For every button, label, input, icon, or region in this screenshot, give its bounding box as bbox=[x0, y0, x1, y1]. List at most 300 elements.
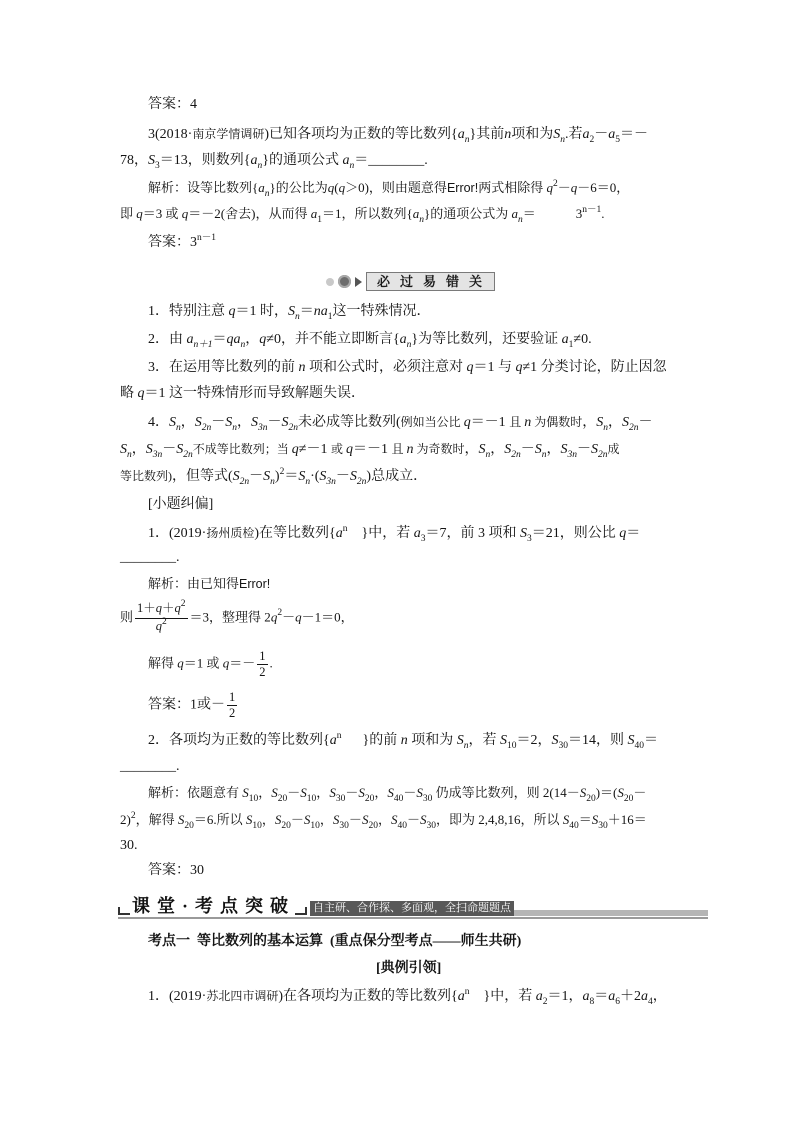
subscript: n bbox=[603, 423, 608, 433]
subscript: n bbox=[232, 423, 237, 433]
text-run: 30. bbox=[120, 838, 138, 853]
subscript: 40 bbox=[569, 821, 579, 831]
text-run: ， bbox=[652, 989, 667, 1004]
subscript: 30 bbox=[422, 794, 433, 804]
text-run: 1 bbox=[259, 649, 266, 663]
text-run: ， bbox=[607, 415, 622, 430]
text-run: ＝ bbox=[643, 733, 658, 748]
text-run: ≠1 分类讨论，防止因忽 bbox=[522, 360, 667, 375]
text-run: － bbox=[162, 442, 177, 457]
superscript: 2 bbox=[279, 467, 285, 477]
practice-q1-solution-line-3 bbox=[148, 649, 273, 680]
subscript: 3 bbox=[420, 534, 426, 544]
math-variable: S bbox=[303, 812, 311, 827]
text-run: 未必成等比数列( bbox=[298, 415, 401, 430]
practice-q2-answer-blank bbox=[120, 757, 180, 777]
text-run: 1＋ bbox=[137, 601, 156, 615]
subscript: 2 bbox=[589, 135, 595, 145]
text-run: ， bbox=[131, 442, 146, 457]
text-run: ＝ bbox=[284, 469, 299, 484]
subscript: 2n bbox=[356, 477, 367, 487]
text-run: －6＝0， bbox=[577, 180, 630, 195]
text-run: － bbox=[345, 785, 359, 800]
subscript: 40 bbox=[397, 821, 407, 831]
annotation-text: 苏北四市调研 bbox=[206, 989, 279, 1003]
superscript: 2 bbox=[162, 617, 167, 627]
text-run: 项和为 bbox=[407, 733, 457, 748]
text-run: ＝ bbox=[578, 812, 592, 827]
text-run: ________. bbox=[120, 550, 180, 565]
math-variable: S bbox=[361, 812, 369, 827]
problem-3-answer bbox=[148, 233, 216, 254]
math-variable: q bbox=[345, 442, 353, 457]
text-run: ________. bbox=[120, 759, 180, 774]
text-run: ＝1， bbox=[547, 989, 583, 1004]
subscript: 10 bbox=[506, 741, 517, 751]
math-variable: a bbox=[457, 127, 465, 142]
math-variable: S bbox=[519, 526, 527, 541]
subscript: n bbox=[127, 450, 132, 460]
superscript: n－1 bbox=[197, 233, 217, 243]
text-run: ＝－2(舍去)，从而得 bbox=[188, 206, 311, 221]
text-run: ＞0)，则由题意得 bbox=[345, 180, 447, 195]
text-run: }的通项公式 bbox=[262, 153, 343, 168]
fraction-numerator bbox=[227, 690, 237, 706]
text-run: － bbox=[638, 415, 653, 430]
text-run: 仍成等比数列，则 2(14－ bbox=[432, 785, 580, 800]
math-variable: S bbox=[225, 415, 233, 430]
text-run: ， bbox=[237, 415, 251, 430]
text-run: 2 bbox=[229, 706, 236, 720]
problem-3-solution-line-2 bbox=[120, 204, 604, 226]
annotation-text: 且 bbox=[509, 415, 525, 429]
subscript: n bbox=[560, 135, 565, 145]
annotation-text: 或 bbox=[330, 442, 346, 456]
text-run: － bbox=[335, 469, 350, 484]
math-variable: S bbox=[245, 812, 253, 827]
text-run: )在等比数列{ bbox=[254, 526, 336, 541]
text-run: － bbox=[211, 415, 226, 430]
text-run: － bbox=[267, 415, 282, 430]
text-run: ( bbox=[334, 180, 339, 195]
math-variable: q bbox=[619, 526, 627, 541]
fraction-denominator bbox=[227, 706, 237, 721]
subscript: 10 bbox=[306, 794, 317, 804]
text-run: ≠0. bbox=[573, 332, 592, 347]
practice-q1-answer-blank bbox=[120, 548, 180, 568]
subscript: 2n bbox=[511, 450, 521, 460]
math-variable: S bbox=[551, 733, 559, 748]
math-variable: q bbox=[466, 360, 474, 375]
subscript: 3n bbox=[258, 423, 268, 433]
math-variable: S bbox=[387, 785, 394, 800]
math-variable: S bbox=[478, 442, 486, 457]
math-variable: q bbox=[174, 601, 181, 615]
math-variable: q bbox=[259, 332, 267, 347]
math-variable: a bbox=[250, 153, 258, 168]
pitfall-item-4-line-3 bbox=[120, 466, 427, 488]
subscript: 20 bbox=[623, 794, 634, 804]
math-variable: S bbox=[169, 415, 176, 430]
math-variable: S bbox=[349, 469, 357, 484]
practice-q2-stem-line-1 bbox=[148, 731, 658, 752]
problem-3-stem-line-2 bbox=[120, 151, 428, 172]
subscript: 40 bbox=[393, 794, 404, 804]
math-variable: a bbox=[608, 989, 616, 1004]
math-variable: qa bbox=[226, 332, 241, 347]
problem-3-stem-line-1 bbox=[148, 124, 648, 146]
decorative-dot-light bbox=[326, 278, 334, 286]
annotation-text: 成 bbox=[607, 442, 620, 456]
math-variable: S bbox=[627, 733, 635, 748]
text-run: － bbox=[403, 785, 417, 800]
text-run: － bbox=[520, 442, 535, 457]
math-variable: q bbox=[155, 601, 163, 615]
math-variable: S bbox=[358, 785, 365, 800]
text-run: ＝ bbox=[522, 206, 536, 221]
pitfall-item-4-line-1 bbox=[148, 412, 652, 434]
subscript: 20 bbox=[277, 794, 288, 804]
text-run: － bbox=[594, 127, 609, 142]
text-run: }为等比数列，还要验证 bbox=[411, 332, 562, 347]
math-variable: S bbox=[145, 442, 153, 457]
text-run: － bbox=[633, 785, 647, 800]
topic-1-example-1-stem bbox=[148, 986, 667, 1008]
pitfall-item-3-line-2 bbox=[120, 384, 365, 404]
pitfall-item-2 bbox=[148, 330, 592, 351]
text-run: 4． bbox=[148, 415, 169, 430]
math-variable: a bbox=[413, 526, 421, 541]
text-run: .若 bbox=[564, 127, 583, 142]
subscript: n＋1 bbox=[193, 340, 213, 350]
math-variable: a bbox=[640, 989, 648, 1004]
math-variable: S bbox=[534, 442, 542, 457]
math-variable: S bbox=[120, 442, 127, 457]
text-run: ， bbox=[374, 785, 388, 800]
practice-title: [小题纠偏] bbox=[148, 497, 214, 512]
practice-q2-solution-line-1 bbox=[148, 783, 646, 805]
subscript: 20 bbox=[281, 821, 291, 831]
text-run: 1．(2019· bbox=[148, 526, 207, 541]
math-variable: q bbox=[181, 206, 189, 221]
text-run: ＝1 或 bbox=[183, 655, 223, 671]
subscript: 2n bbox=[239, 477, 250, 487]
subscript: 10 bbox=[310, 821, 320, 831]
text-run: 3．在运用等比数列的前 bbox=[148, 360, 299, 375]
math-variable: a bbox=[582, 127, 590, 142]
math-variable: q bbox=[515, 360, 523, 375]
text-run: － bbox=[287, 785, 301, 800]
subscript: 20 bbox=[364, 794, 375, 804]
text-run: ＝ bbox=[626, 526, 641, 541]
subscript: n bbox=[463, 741, 469, 751]
text-run: 即 bbox=[120, 206, 137, 221]
math-variable: q bbox=[338, 180, 346, 195]
text-run: ＝________. bbox=[354, 153, 428, 168]
previous-answer bbox=[148, 95, 197, 115]
text-run: ＝3 或 bbox=[142, 206, 182, 221]
math-variable: n bbox=[298, 360, 306, 375]
text-run: 解得 bbox=[148, 655, 178, 671]
math-variable: q bbox=[222, 655, 230, 671]
text-run: ，但等式( bbox=[172, 469, 233, 484]
annotation-text: 不成等比数列；当 bbox=[192, 442, 292, 456]
text-run: ＝2， bbox=[516, 733, 552, 748]
math-variable: S bbox=[242, 785, 249, 800]
subscript: 1 bbox=[327, 312, 333, 322]
math-variable: q bbox=[570, 180, 578, 195]
annotation-text: 且 bbox=[391, 442, 407, 456]
subscript: 3 bbox=[155, 161, 160, 171]
pitfall-item-1 bbox=[148, 302, 431, 323]
superscript: n bbox=[464, 987, 470, 997]
text-run: ， bbox=[377, 812, 391, 827]
text-run: ＋ bbox=[162, 601, 175, 615]
text-run: ＝－ bbox=[619, 127, 648, 142]
math-variable: a bbox=[511, 206, 518, 221]
text-run: }中，若 bbox=[469, 989, 536, 1004]
math-variable: q bbox=[136, 206, 143, 221]
error-placeholder: Error! bbox=[239, 577, 271, 591]
math-variable: q bbox=[291, 442, 299, 457]
math-variable: S bbox=[271, 785, 278, 800]
text-run: ＝21，则公比 bbox=[531, 526, 620, 541]
text-run: － bbox=[557, 180, 571, 195]
math-variable: S bbox=[499, 733, 507, 748]
math-variable: a bbox=[186, 332, 194, 347]
annotation-text: 为奇数时 bbox=[413, 442, 465, 456]
subscript: 2n bbox=[183, 450, 193, 460]
example-label: [典例引领] bbox=[376, 961, 442, 976]
subscript: 3n bbox=[326, 477, 336, 487]
practice-q1-solution-line-1 bbox=[148, 574, 270, 594]
text-run: 解析：由已知得 bbox=[148, 576, 240, 591]
math-variable: S bbox=[456, 733, 464, 748]
decorative-bracket-right bbox=[295, 907, 307, 915]
decorative-bracket-left bbox=[118, 907, 130, 915]
math-variable: S bbox=[319, 469, 327, 484]
math-variable: q bbox=[137, 386, 145, 401]
text-run: 3 bbox=[575, 206, 583, 221]
text-run: ， bbox=[490, 442, 505, 457]
text-run: 答案：4 bbox=[148, 97, 197, 112]
text-run: ＝ bbox=[594, 989, 609, 1004]
text-run: － bbox=[282, 609, 296, 625]
subscript: n bbox=[176, 423, 181, 433]
subscript: 1 bbox=[317, 215, 322, 225]
subscript: 2n bbox=[598, 450, 608, 460]
text-run: ， bbox=[546, 442, 561, 457]
subscript: n bbox=[305, 477, 311, 487]
text-run: ， bbox=[319, 812, 333, 827]
text-run: }的公比为 bbox=[269, 180, 328, 195]
text-run: . bbox=[601, 206, 605, 221]
text-run: 答案：30 bbox=[148, 863, 204, 878]
text-run: )已知各项均为正数的等比数列{ bbox=[264, 127, 458, 142]
superscript: 2 bbox=[552, 179, 558, 189]
superscript: n－1 bbox=[582, 205, 602, 215]
text-run: 2．各项均为正数的等比数列{ bbox=[148, 733, 330, 748]
superscript: 2 bbox=[180, 599, 186, 609]
text-run: 答案：1或－ bbox=[148, 697, 225, 713]
math-variable: S bbox=[177, 812, 185, 827]
text-run: ＋2 bbox=[619, 989, 641, 1004]
subscript: 30 bbox=[339, 821, 349, 831]
math-variable: a bbox=[399, 332, 407, 347]
section-title-classroom: 课堂·考点突破 bbox=[132, 896, 296, 916]
topic-1-heading bbox=[148, 932, 521, 952]
math-variable: S bbox=[579, 785, 587, 800]
subscript: n bbox=[464, 135, 470, 145]
practice-q1-answer bbox=[148, 690, 239, 721]
section-title-pitfalls: 必过易错关 bbox=[366, 272, 495, 291]
text-run: ＝－1 bbox=[352, 442, 392, 457]
math-variable: S bbox=[251, 415, 258, 430]
text-run: － bbox=[290, 812, 304, 827]
subscript: n bbox=[419, 215, 424, 225]
text-run: }中，若 bbox=[347, 526, 414, 541]
fraction-denominator bbox=[257, 665, 267, 680]
subscript: n bbox=[485, 450, 491, 460]
math-variable: n bbox=[400, 733, 408, 748]
text-run: )在各项均为正数的等比数列{ bbox=[278, 989, 458, 1004]
math-variable: S bbox=[263, 469, 271, 484]
text-run: ，即为 2,4,8,16，所以 bbox=[435, 812, 563, 827]
text-run: － bbox=[577, 442, 591, 457]
math-variable: S bbox=[621, 415, 629, 430]
text-run: 略 bbox=[120, 386, 138, 401]
text-run: 这一特殊情况． bbox=[332, 304, 431, 319]
subscript: 20 bbox=[586, 794, 596, 804]
subscript: n bbox=[270, 477, 275, 487]
math-variable: a bbox=[258, 180, 265, 195]
math-variable: q bbox=[546, 180, 553, 195]
text-run: ＝1，所以数列{ bbox=[321, 206, 413, 221]
subscript: n bbox=[240, 340, 246, 350]
subscript: 10 bbox=[252, 821, 262, 831]
math-variable: S bbox=[274, 812, 282, 827]
math-variable: a bbox=[310, 206, 318, 221]
text-run: 答案：3 bbox=[148, 235, 197, 250]
subscript: 2n bbox=[628, 423, 639, 433]
text-run: ＝3，整理得 2 bbox=[189, 609, 271, 625]
math-variable: a bbox=[342, 153, 350, 168]
subscript: 30 bbox=[426, 821, 436, 831]
text-run: ≠0，并不能立即断言{ bbox=[266, 332, 400, 347]
pitfall-item-3-line-1 bbox=[148, 358, 667, 378]
text-run: ＝1 这一特殊情形而导致解题失误． bbox=[144, 386, 365, 401]
text-run: }其前 bbox=[469, 127, 505, 142]
text-run: )＝( bbox=[595, 785, 618, 800]
text-run: 两式相除得 bbox=[478, 180, 547, 195]
math-variable: a bbox=[582, 989, 590, 1004]
text-run: － bbox=[249, 469, 264, 484]
fraction bbox=[227, 690, 237, 721]
text-run: ， bbox=[582, 415, 597, 430]
text-run: 项和为 bbox=[511, 127, 554, 142]
text-run: ＝7，前 3 项和 bbox=[425, 526, 520, 541]
math-variable: S bbox=[148, 153, 155, 168]
math-variable: q bbox=[228, 304, 236, 319]
subscript: 40 bbox=[634, 741, 644, 751]
text-run: ＝1 时， bbox=[235, 304, 288, 319]
subscript: 4 bbox=[647, 997, 653, 1007]
math-variable: S bbox=[560, 442, 568, 457]
problem-3-solution-line-1 bbox=[148, 178, 629, 200]
text-run: ， bbox=[464, 442, 479, 457]
math-variable: a bbox=[457, 989, 465, 1004]
text-run: ， bbox=[261, 812, 275, 827]
math-variable: q bbox=[295, 609, 302, 625]
section-banner-pitfalls bbox=[326, 272, 495, 291]
error-placeholder: Error! bbox=[446, 181, 479, 195]
text-run: ＝－1 bbox=[470, 415, 510, 430]
subscript: n bbox=[349, 161, 355, 171]
math-variable: n bbox=[524, 415, 532, 430]
superscript: 2 bbox=[277, 608, 283, 619]
subscript: 1 bbox=[568, 340, 574, 350]
math-variable: n bbox=[504, 127, 512, 142]
text-run: ＝14，则 bbox=[567, 733, 628, 748]
subscript: 30 bbox=[335, 794, 346, 804]
text-run: }的通项公式为 bbox=[423, 206, 512, 221]
text-run: ≠－1 bbox=[298, 442, 331, 457]
fraction-denominator bbox=[135, 619, 188, 636]
practice-q1-solution-line-2 bbox=[120, 601, 354, 636]
annotation-text: 扬州质检 bbox=[206, 526, 255, 540]
fraction bbox=[135, 601, 188, 636]
text-run: ，解得 bbox=[135, 812, 178, 827]
text-run: ， bbox=[180, 415, 195, 430]
text-run: －1＝0， bbox=[301, 609, 354, 625]
math-variable: S bbox=[332, 812, 340, 827]
text-run: 1．特别注意 bbox=[148, 304, 229, 319]
math-variable: S bbox=[419, 812, 427, 827]
subscript: 10 bbox=[248, 794, 259, 804]
math-variable: a bbox=[608, 127, 616, 142]
math-variable: q bbox=[327, 180, 335, 195]
subscript: n bbox=[541, 450, 547, 460]
section-banner-classroom bbox=[118, 895, 708, 919]
subscript: 2n bbox=[288, 423, 298, 433]
text-run: ，若 bbox=[468, 733, 500, 748]
annotation-text: 等比数列) bbox=[120, 469, 172, 483]
text-run: 1 bbox=[229, 690, 236, 704]
math-variable: a bbox=[335, 526, 343, 541]
section-subtitle-classroom: 自主研、合作探、多面观，全扫命题题点 bbox=[310, 901, 514, 916]
fraction-numerator bbox=[257, 649, 267, 665]
subscript: n bbox=[264, 189, 270, 199]
text-run: ＋16＝ bbox=[607, 812, 647, 827]
math-variable: S bbox=[553, 127, 561, 142]
math-variable: a bbox=[561, 332, 569, 347]
math-variable: S bbox=[617, 785, 624, 800]
superscript: n bbox=[342, 524, 348, 534]
text-run: ＝ bbox=[212, 332, 227, 347]
text-run: ， bbox=[245, 332, 260, 347]
text-run: . bbox=[269, 655, 273, 671]
subscript: n bbox=[295, 312, 300, 322]
superscript: n bbox=[336, 731, 342, 741]
subscript: n bbox=[257, 161, 263, 171]
math-variable: na bbox=[313, 304, 328, 319]
text-run: 3(2018· bbox=[148, 127, 193, 142]
practice-q2-solution-line-2 bbox=[120, 810, 647, 832]
subscript: 20 bbox=[184, 821, 194, 831]
subscript: 3n bbox=[152, 450, 163, 460]
text-run: － bbox=[406, 812, 420, 827]
math-variable: q bbox=[177, 655, 184, 671]
